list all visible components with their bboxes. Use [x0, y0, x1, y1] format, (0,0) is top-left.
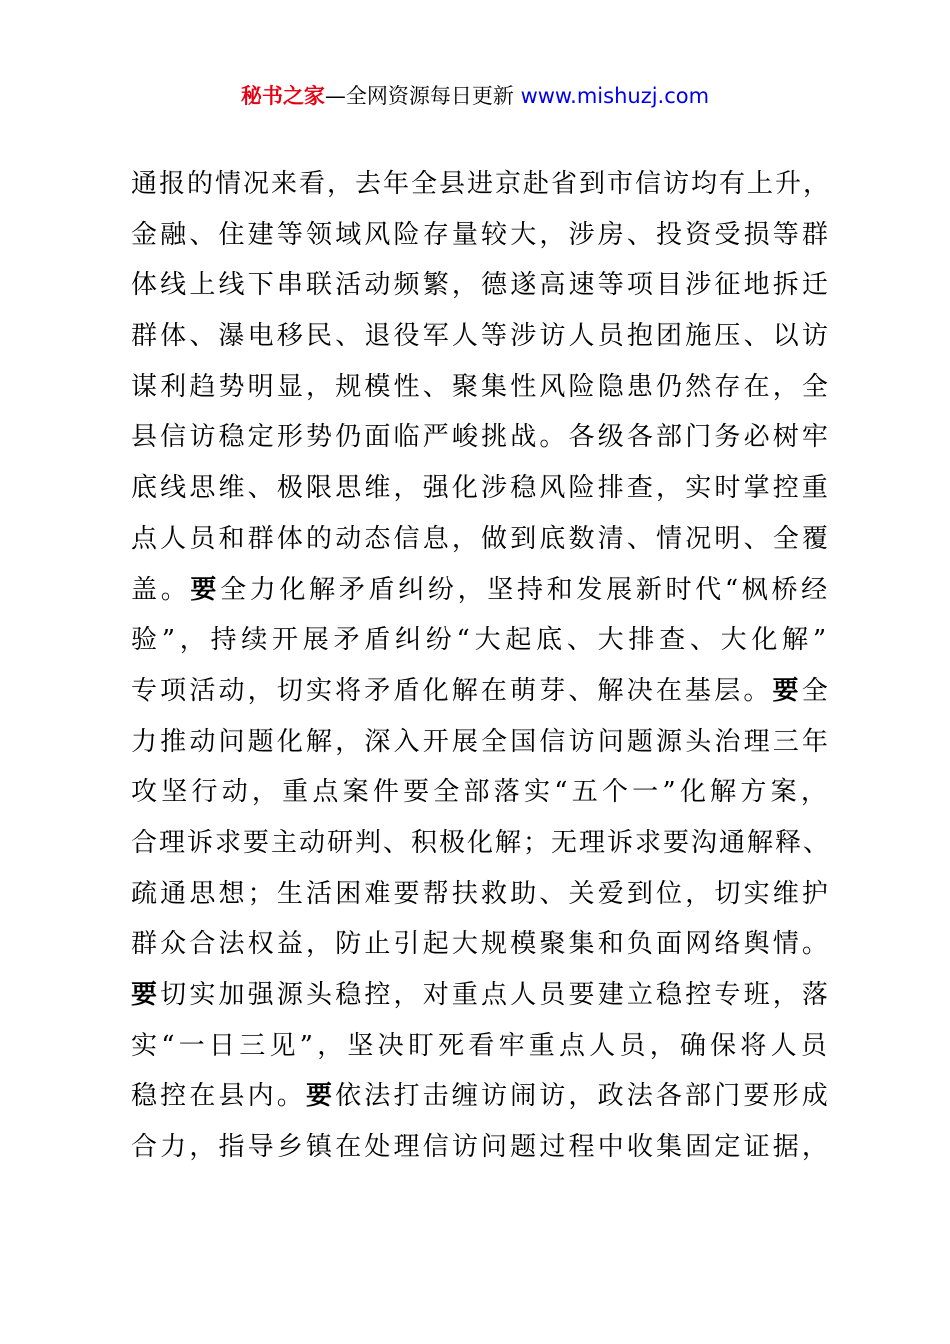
text-segment: 通报的情况来看，去年全县进京赴省到市信访均有上升，	[131, 169, 832, 199]
body-paragraph	[131, 159, 831, 1173]
text-line	[131, 311, 831, 362]
text-segment: 点人员和群体的动态信息，做到底数清、情况明、全覆	[131, 523, 832, 554]
brand-name: 秘书之家	[240, 84, 325, 108]
site-url-link[interactable]: www.mishuzj.com	[520, 84, 710, 108]
text-line	[131, 615, 831, 666]
text-line	[131, 666, 831, 717]
text-line	[131, 159, 831, 210]
text-line	[131, 412, 831, 463]
text-segment: 县信访稳定形势仍面临严峻挑战。各级各部门务必树牢	[131, 422, 832, 453]
text-line	[131, 362, 831, 413]
text-line	[131, 210, 831, 261]
text-line	[131, 1122, 831, 1173]
header-tagline: —全网资源每日更新	[324, 84, 514, 108]
text-segment: 专项活动，切实将矛盾化解在萌芽、解决在基层。	[131, 675, 773, 706]
text-segment: 疏通思想；生活困难要帮扶救助、关爱到位，切实维护	[131, 878, 832, 909]
text-line	[131, 818, 831, 869]
text-segment: 依法打击缠访闹访，政法各部门要形成	[335, 1081, 831, 1112]
text-segment: 合力，指导乡镇在处理信访问题过程中收集固定证据，	[131, 1132, 832, 1163]
text-line	[131, 514, 831, 565]
emphasis-keyword: 要	[190, 574, 221, 605]
site-watermark-header	[0, 80, 950, 112]
text-segment: 力推动问题化解，深入开展全国信访问题源头治理三年	[131, 726, 832, 757]
text-segment: 实“一日三见”，坚决盯死看牢重点人员，确保将人员	[131, 1030, 832, 1061]
text-segment: 稳控在县内。	[131, 1081, 306, 1112]
text-segment: 切实加强源头稳控，对重点人员要建立稳控专班，落	[160, 980, 832, 1010]
text-line	[131, 717, 831, 768]
text-segment: 谋利趋势明显，规模性、聚集性风险隐患仍然存在，全	[131, 371, 832, 402]
text-segment: 群众合法权益，防止引起大规模聚集和负面网络舆情。	[131, 929, 832, 960]
text-segment: 体线上线下串联活动频繁，德遂高速等项目涉征地拆迁	[131, 270, 832, 301]
text-segment: 底线思维、极限思维，强化涉稳风险排查，实时掌控重	[131, 473, 832, 504]
text-line	[131, 970, 831, 1021]
text-segment: 验”，持续开展矛盾纠纷“大起底、大排查、大化解”	[131, 625, 831, 656]
text-line	[131, 260, 831, 311]
emphasis-keyword: 要	[305, 1081, 336, 1112]
emphasis-keyword: 要	[772, 675, 802, 706]
text-segment: 盖。	[131, 574, 191, 605]
text-segment: 群体、瀑电移民、退役军人等涉访人员抱团施压、以访	[131, 321, 832, 352]
emphasis-keyword: 要	[131, 980, 161, 1010]
text-line	[131, 869, 831, 920]
text-line	[131, 1021, 831, 1072]
text-line	[131, 767, 831, 818]
text-line	[131, 1071, 831, 1122]
text-segment: 攻坚行动，重点案件要全部落实“五个一”化解方案，	[131, 777, 832, 808]
text-line	[131, 565, 831, 616]
text-segment: 全力化解矛盾纠纷，坚持和发展新时代“枫桥经	[220, 574, 831, 605]
text-line	[131, 919, 831, 970]
text-segment: 金融、住建等领域风险存量较大，涉房、投资受损等群	[131, 219, 832, 250]
text-line	[131, 463, 831, 514]
text-segment: 合理诉求要主动研判、积极化解；无理诉求要沟通解释、	[131, 827, 832, 858]
text-segment: 全	[801, 675, 831, 706]
